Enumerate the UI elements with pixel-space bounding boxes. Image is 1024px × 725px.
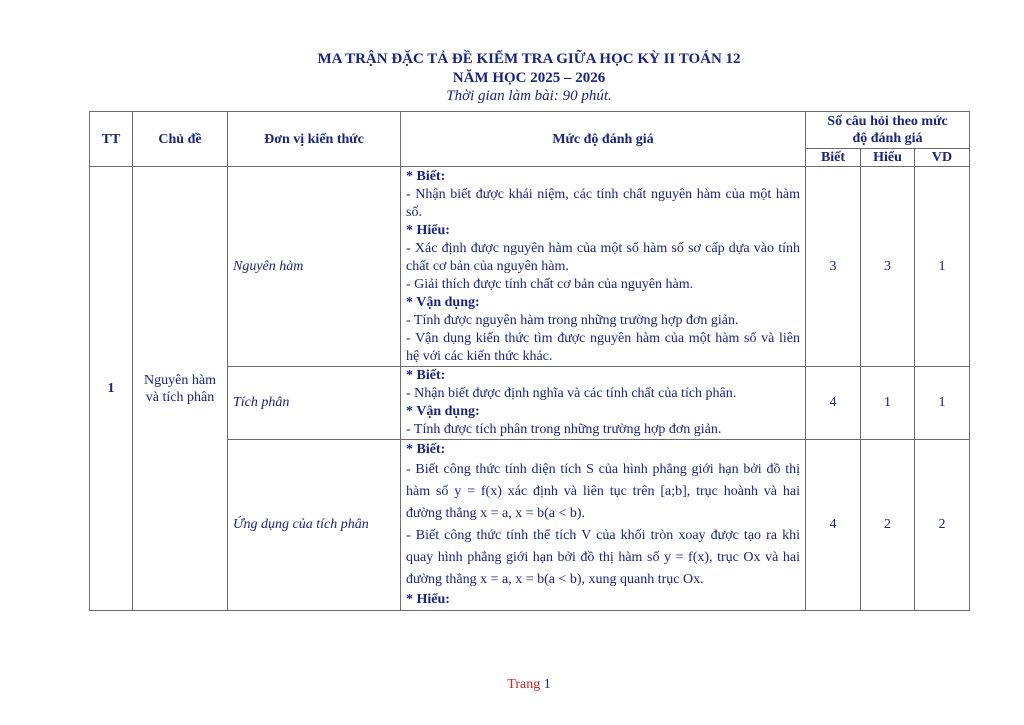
criteria-line: - Biết công thức tính diện tích S của hình phẳng giới hạn bởi đồ thị hàm số y = f(x) xác định và liên tục trên [a;b], trục hoành và hai đường thẳng x = a, x = b(a < b).	[406, 462, 800, 521]
criteria-line: - Tính được tích phân trong những trường hợp đơn giản.	[406, 422, 722, 437]
count-hieu: 3	[861, 167, 915, 367]
level-label: * Vận dụng:	[406, 404, 480, 419]
level-label: * Hiểu:	[406, 592, 450, 607]
page-number: 1	[543, 677, 551, 692]
criteria-nguyen-ham	[401, 167, 806, 367]
level-label: * Biết:	[406, 168, 446, 184]
count-vd: 1	[915, 167, 970, 367]
header-so-cau	[806, 112, 970, 149]
document-title: MA TRẬN ĐẶC TẢ ĐỀ KIỂM TRA GIỮA HỌC KỲ II TOÁN 12	[317, 51, 741, 67]
school-year: NĂM HỌC 2025 – 2026	[452, 70, 606, 86]
criteria-line: - Giải thích được tính chất cơ bản của nguyên hàm.	[406, 276, 694, 292]
level-label: * Hiểu:	[406, 222, 450, 238]
criteria-line: - Nhận biết được định nghĩa và các tính chất của tích phân.	[406, 386, 737, 401]
criteria-tich-phan	[401, 367, 806, 440]
topic-line2: và tích phân	[145, 389, 215, 405]
count-biet: 4	[806, 367, 861, 440]
unit-nguyen-ham: Nguyên hàm	[228, 167, 401, 367]
header-so-cau-line1: Số câu hỏi theo mức	[827, 114, 948, 129]
table-row	[90, 167, 970, 367]
time-note: Thời gian làm bài: 90 phút.	[446, 88, 612, 104]
criteria-line: - Vận dụng kiến thức tìm được nguyên hàm của một hàm số và liên hệ với các kiến thức khác.	[406, 330, 800, 364]
header-hieu: Hiểu	[861, 149, 915, 167]
level-label: * Vận dụng:	[406, 294, 480, 310]
topic-line1: Nguyên hàm	[144, 372, 216, 388]
page-footer	[0, 677, 1024, 693]
criteria-line: - Nhận biết được khái niệm, các tính chất nguyên hàm của một hàm số.	[406, 186, 800, 220]
header-vd: VD	[915, 149, 970, 167]
page-label: Trang	[507, 677, 541, 692]
criteria-line: - Tính được nguyên hàm trong những trường hợp đơn giản.	[406, 312, 739, 328]
topic-cell	[133, 167, 228, 611]
level-label: * Biết:	[406, 368, 446, 383]
count-vd: 2	[915, 440, 970, 611]
count-hieu: 1	[861, 367, 915, 440]
header-biet: Biết	[806, 149, 861, 167]
document-header	[0, 50, 1024, 105]
count-vd: 1	[915, 367, 970, 440]
criteria-ung-dung	[401, 440, 806, 611]
specification-matrix-table	[89, 111, 970, 611]
count-hieu: 2	[861, 440, 915, 611]
header-don-vi: Đơn vị kiến thức	[228, 112, 401, 167]
header-muc-do: Mức độ đánh giá	[401, 112, 806, 167]
criteria-line: - Biết công thức tính thể tích V của khối tròn xoay được tạo ra khi quay hình phẳng giới hạn bởi đồ thị hàm số y = f(x), trục Ox và hai đường thẳng x = a, x = b(a < b), xung quanh trục Ox.	[406, 528, 800, 587]
header-tt: TT	[90, 112, 133, 167]
level-label: * Biết:	[406, 442, 446, 457]
count-biet: 3	[806, 167, 861, 367]
header-so-cau-line2: độ đánh giá	[852, 131, 923, 146]
unit-tich-phan: Tích phân	[228, 367, 401, 440]
criteria-line: - Xác định được nguyên hàm của một số hàm số sơ cấp dựa vào tính chất cơ bản của nguyên hàm.	[406, 240, 800, 274]
unit-ung-dung-tich-phan: Ứng dụng của tích phân	[228, 440, 401, 611]
header-chu-de: Chủ đề	[133, 112, 228, 167]
row-number: 1	[90, 167, 133, 611]
count-biet: 4	[806, 440, 861, 611]
